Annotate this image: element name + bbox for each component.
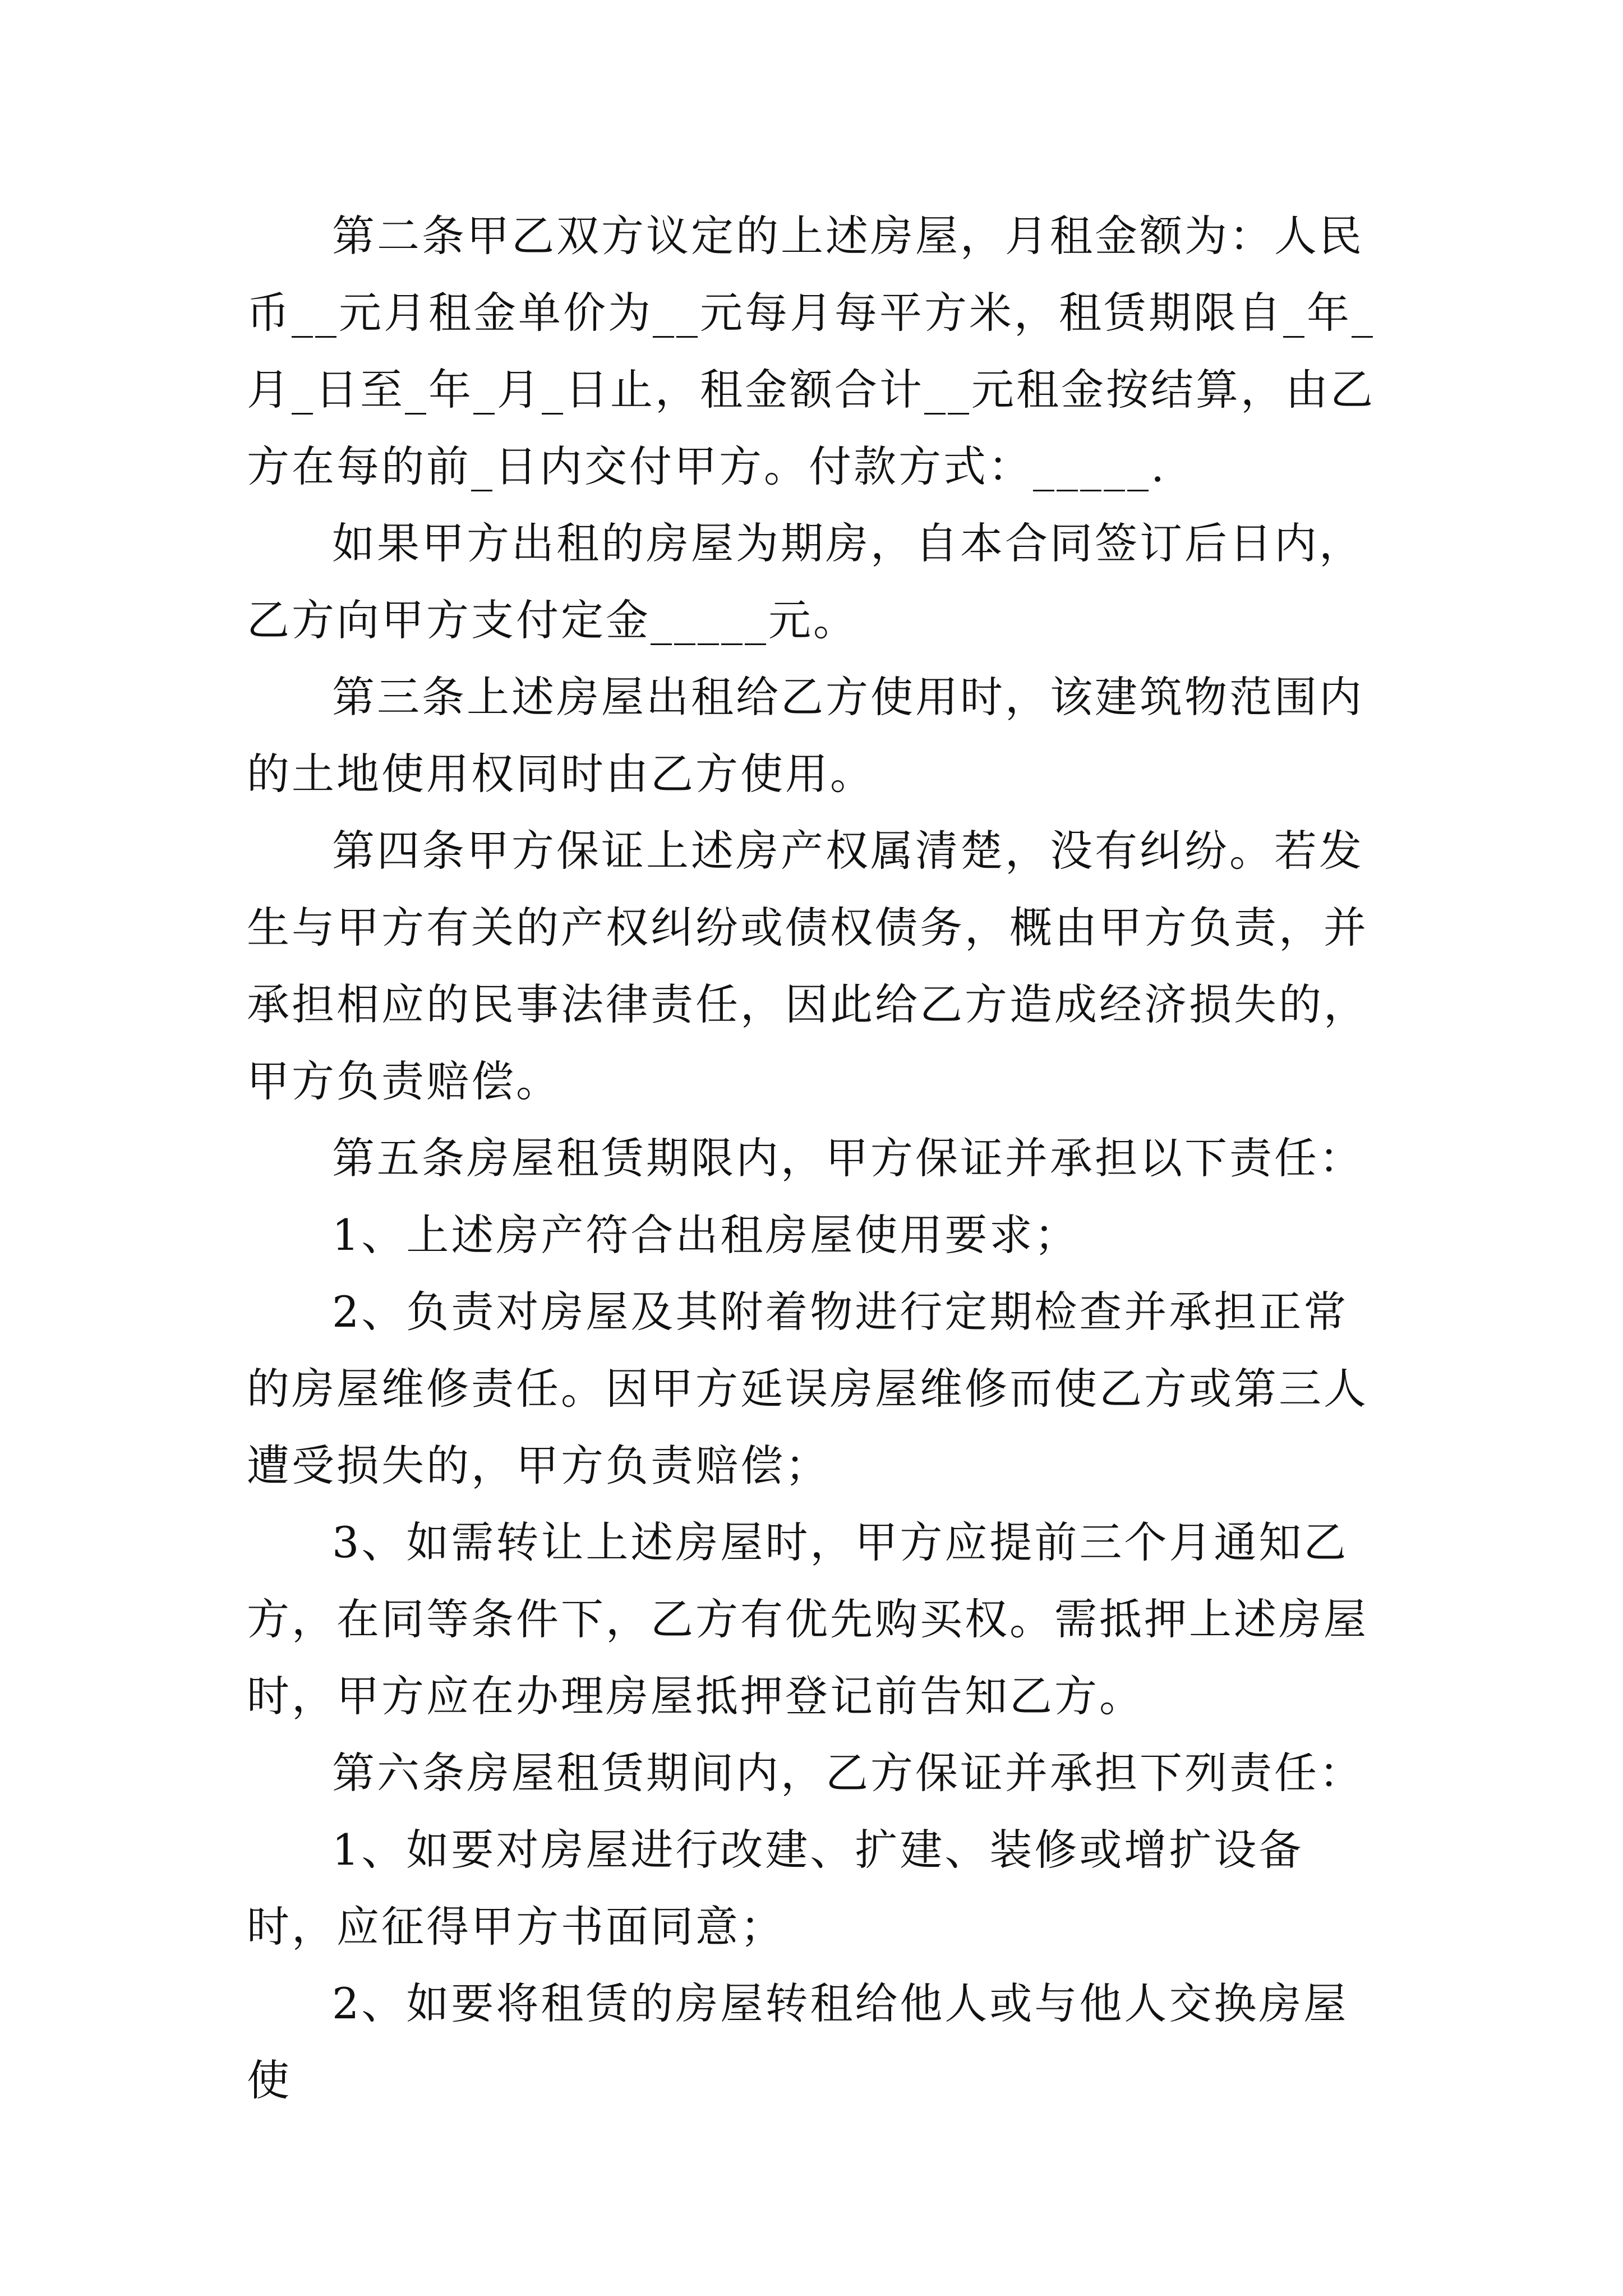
article-4-paragraph: 第四条甲方保证上述房产权属清楚，没有纠纷。若发生与甲方有关的产权纠纷或债权债务，概由甲方负责，并承担相应的民事法律责任，因此给乙方造成经济损失的，甲方负责赔偿。 [247,826,1368,1106]
article-2-rent-paragraph: 第二条甲乙双方议定的上述房屋，月租金额为：人民币__元月租金单价为__元每月每平方米，租赁期限自_年_月_日至_年_月_日止，租金额合计__元租金按结算，由乙方在每的前_日内交付甲方。付款方式：_____. [247,211,1375,491]
document-body [247,197,1388,2119]
deposit-paragraph: 如果甲方出租的房屋为期房，自本合同签订后日内，乙方向甲方支付定金_____元。 [247,518,1364,645]
article-5-item-2: 2、负责对房屋及其附着物进行定期检查并承担正常的房屋维修责任。因甲方延误房屋维修而使乙方或第三人遭受损失的，甲方负责赔偿； [247,1287,1368,1490]
article-5-item-1: 1、上述房产符合出租房屋使用要求； [332,1210,1080,1260]
article-5-heading-paragraph: 第五条房屋租赁期限内，甲方保证并承担以下责任： [332,1133,1364,1183]
article-6-item-1: 1、如要对房屋进行改建、扩建、装修或增扩设备时，应征得甲方书面同意； [247,1825,1304,1952]
article-6-heading-paragraph: 第六条房屋租赁期间内，乙方保证并承担下列责任： [332,1748,1364,1798]
article-5-item-3: 3、如需转让上述房屋时，甲方应提前三个月通知乙方，在同等条件下，乙方有优先购买权。需抵押上述房屋时，甲方应在办理房屋抵押登记前告知乙方。 [247,1517,1368,1721]
article-3-paragraph: 第三条上述房屋出租给乙方使用时，该建筑物范围内的土地使用权同时由乙方使用。 [247,672,1364,799]
article-6-item-2: 2、如要将租赁的房屋转租给他人或与他人交换房屋使 [247,1978,1349,2105]
